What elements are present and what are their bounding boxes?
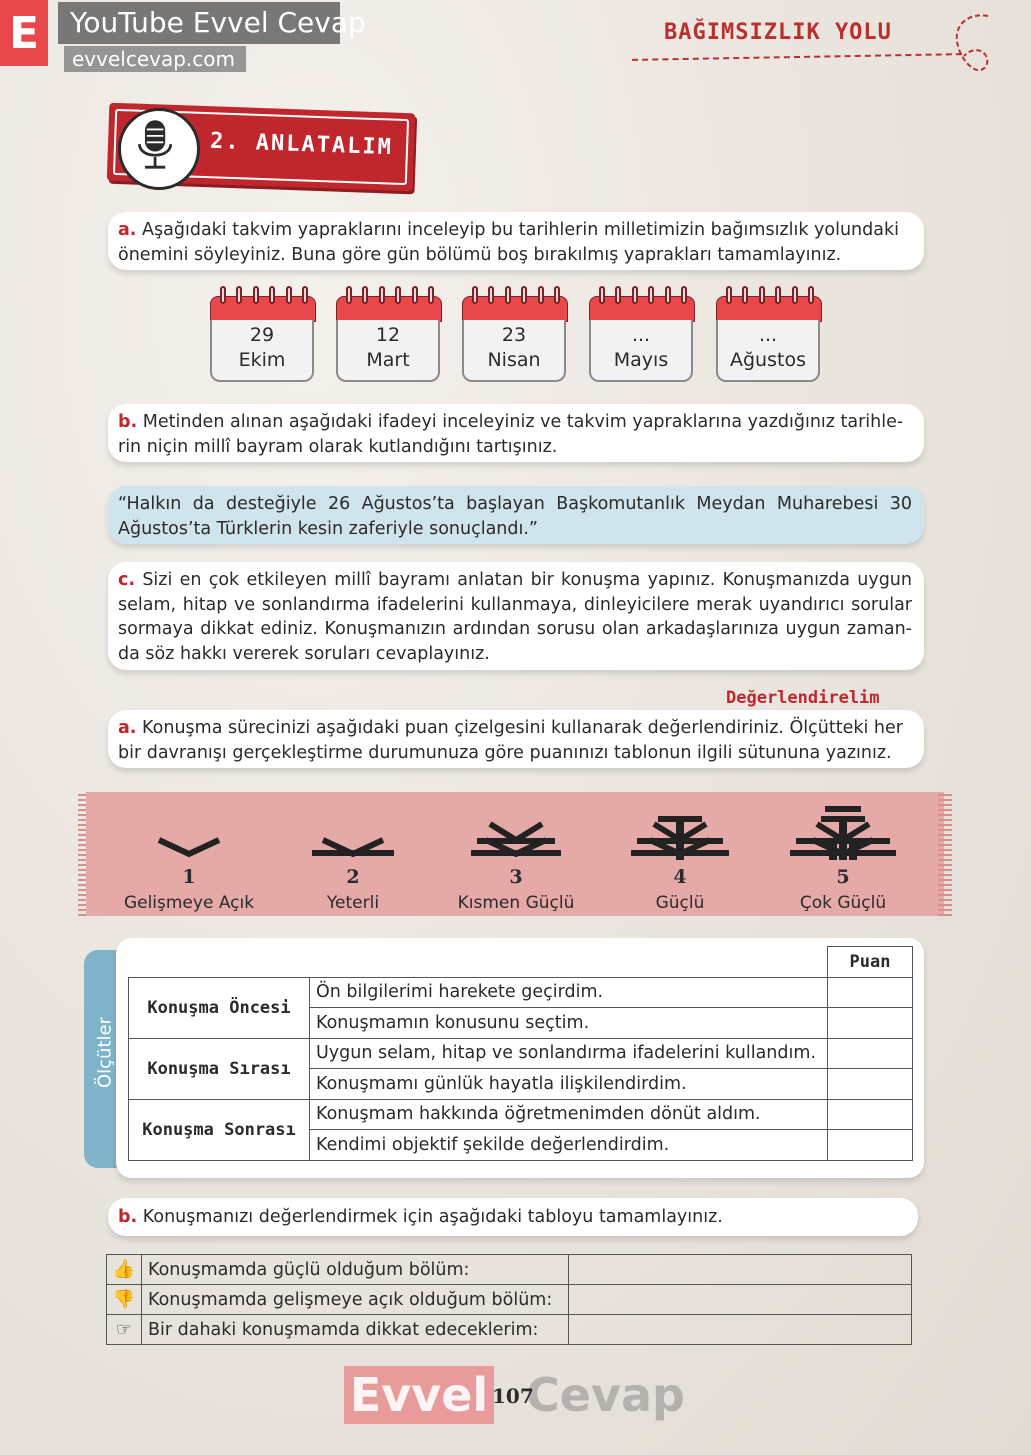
phase-label: Konuşma Sırası [129,1038,310,1099]
calendar-day: ... [758,324,778,346]
self-evaluation-table [106,1254,912,1345]
calendar-leaf [589,286,695,384]
self-eval-answer-cell[interactable] [569,1285,912,1315]
microphone-icon [118,108,200,190]
evaluate-title: Değerlendirelim [726,688,880,708]
page-number: 107 [492,1384,534,1408]
watermark-badge: E [0,0,48,66]
table-row [129,1099,913,1130]
evaluate-b-text: Konuşmanızı değerlendirmek için aşağıdaki tabloyu tamamlayınız. [142,1207,723,1227]
quote-box [108,486,924,544]
self-eval-prompt: Konuşmamda güçlü olduğum bölüm: [142,1255,569,1285]
calendar-leaf [716,286,822,384]
scale-number: 4 [673,866,687,888]
score-cell[interactable] [828,1099,913,1130]
calendar-month: Mart [366,349,410,371]
criteria-side-label: Ölçütler [94,1017,116,1089]
score-cell[interactable] [828,977,913,1008]
evaluate-a-box [108,710,924,768]
self-eval-prompt: Konuşmamda gelişmeye açık olduğum bölüm: [142,1285,569,1315]
scale-label: Yeterli [326,893,380,913]
task-b-letter: b. [118,412,138,432]
score-cell[interactable] [828,1130,913,1161]
pointing-hand-icon: ☞ [107,1315,142,1345]
swirl-decoration-icon [948,12,992,78]
table-row [107,1255,912,1285]
criterion-text: Uygun selam, hitap ve sonlandırma ifadelerini kullandım. [310,1038,828,1069]
section-title: 2. ANLATALIM [209,128,394,161]
scale-number: 5 [836,866,850,888]
task-a-text: Aşağıdaki takvim yapraklarını inceleyip bu tarihlerin milletimizin bağımsızlık yolundaki önemini söyleyiniz. Buna göre gün bölümü boş bırakılmış yaprakları tamamlayınız. [118,220,899,265]
evaluate-b-letter: b. [118,1207,138,1227]
scale-label: Güçlü [655,893,705,913]
criterion-text: Konuşmamı günlük hayatla ilişkilendirdim. [310,1069,828,1100]
evaluate-a-text: Konuşma sürecinizi aşağıdaki puan çizelgesini kullanarak değerlendiriniz. Ölçütteki her bir davranışı gerçekleştirme durumunuza göre puanınızı tablonun ilgili sütununa yazınız. [118,718,903,763]
table-row [107,1285,912,1315]
watermark-bottom-right: Cevap [526,1368,685,1422]
self-eval-answer-cell[interactable] [569,1255,912,1285]
kilim-motif-icon [310,800,396,862]
table-row [129,1038,913,1069]
scale-label: Gelişmeye Açık [123,893,255,913]
calendar-month: Mayıs [613,349,669,371]
kilim-motif-icon [629,800,731,862]
calendar-month: Ağustos [730,349,806,371]
score-cell[interactable] [828,1069,913,1100]
calendar-day: ... [631,324,651,346]
thumbs-up-icon: 👍 [107,1255,142,1285]
score-column-header: Puan [828,947,913,978]
phase-label: Konuşma Öncesi [129,977,310,1038]
criterion-text: Konuşmamın konusunu seçtim. [310,1008,828,1039]
scale-number: 2 [346,866,360,888]
calendar-month: Ekim [238,349,286,371]
self-eval-prompt: Bir dahaki konuşmamda dikkat edeceklerim: [142,1315,569,1345]
calendar-day: 29 [249,324,275,346]
score-cell[interactable] [828,1008,913,1039]
table-row [107,1315,912,1345]
task-b-text: Metinden alınan aşağıdaki ifadeyi inceleyiniz ve takvim yapraklarına yazdığınız tarihle-rin niçin millî bayram olarak kutlandığını tartışınız. [118,412,904,457]
score-cell[interactable] [828,1038,913,1069]
calendar-month: Nisan [487,349,541,371]
calendar-day: 23 [501,324,527,346]
task-a-box [108,212,924,270]
scale-label: Kısmen Güçlü [457,893,575,913]
kilim-motif-icon [469,800,563,862]
table-row [129,977,913,1008]
task-c-text: Sizi en çok etkileyen millî bayramı anlatan bir konuşma yapınız. Konuşmanızda uygun selam, hitap ve sonlandırma ifadelerini kullanmaya, dinleyicilere merak uyandırıcı sorular sormaya dikkat ediniz. Konuşmanızın ardından sorusu olan arkadaşlarınıza uygun zaman-da söz hakkı vererek soruları cevaplayınız. [118,570,912,664]
calendar-leaf [462,286,568,384]
task-b-box [108,404,924,462]
evaluate-b-box [108,1198,918,1236]
phase-label: Konuşma Sonrası [129,1099,310,1160]
calendar-leaf [336,286,442,384]
scale-number: 3 [509,866,523,888]
thumbs-down-icon: 👎 [107,1285,142,1315]
kilim-motif-icon [150,800,228,862]
rug-fringe-right [938,792,952,916]
scale-label: Çok Güçlü [799,893,887,913]
criterion-text: Konuşmam hakkında öğretmenimden dönüt aldım. [310,1099,828,1130]
watermark-url: evvelcevap.com [64,46,246,72]
task-c-box [108,562,924,670]
criterion-text: Kendimi objektif şekilde değerlendirdim. [310,1130,828,1161]
calendar-day: 12 [375,324,401,346]
calendar-leaf [210,286,316,384]
unit-title: BAĞIMSIZLIK YOLU [664,20,892,45]
watermark-channel: YouTube Evvel Cevap [58,2,340,44]
evaluate-a-letter: a. [118,718,137,738]
task-c-letter: c. [118,570,136,590]
self-eval-answer-cell[interactable] [569,1315,912,1345]
scale-number: 1 [182,866,196,888]
watermark-bottom-left: Evvel [344,1366,494,1424]
quote-text: “Halkın da desteğiyle 26 Ağustos’ta başlayan Başkomutanlık Meydan Muharebesi 30 Ağustos’ta Türklerin kesin zaferiyle sonuçlandı.” [118,494,912,539]
criteria-table [128,946,913,1161]
kilim-motif-icon [788,800,898,862]
task-a-letter: a. [118,220,137,240]
criterion-text: Ön bilgilerimi harekete geçirdim. [310,977,828,1008]
